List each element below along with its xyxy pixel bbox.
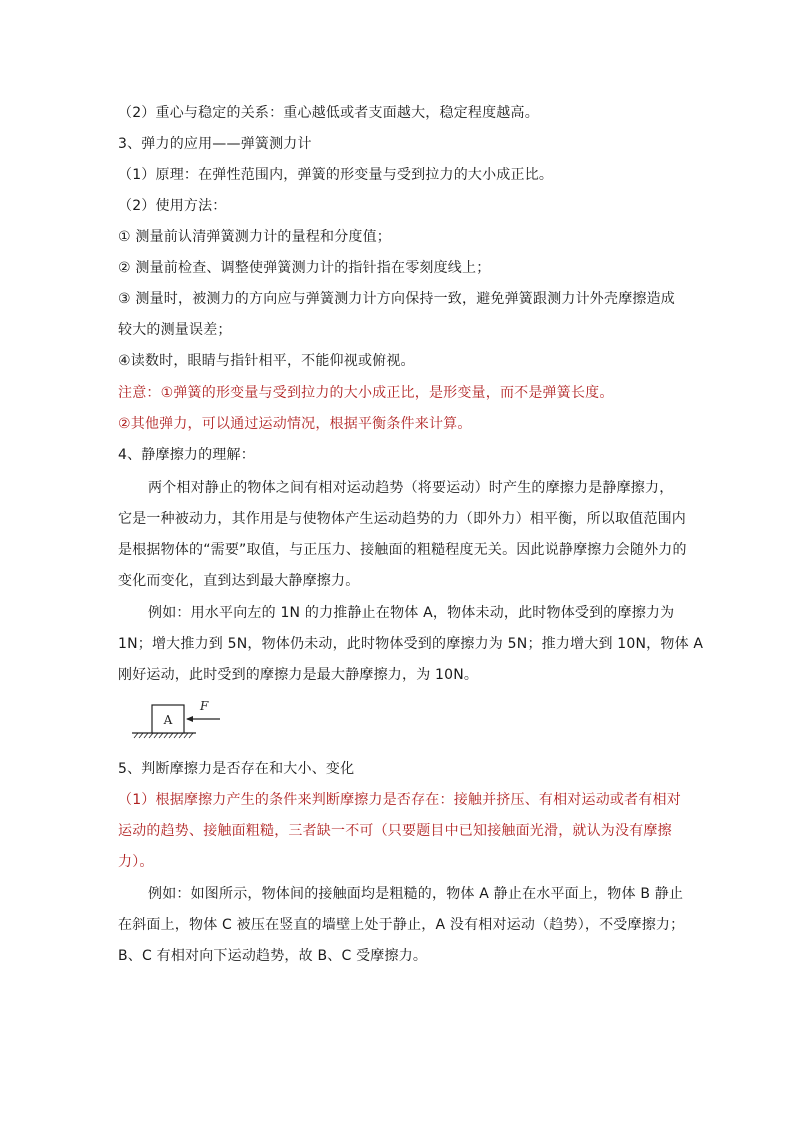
ground-hatching [134,733,193,738]
paragraph-line: 它是一种被动力，其作用是与使物体产生运动趋势的力（即外力）相平衡，所以取值范围内 [118,511,686,527]
paragraph-line: 两个相对静止的物体之间有相对运动趋势（将要运动）时产生的摩擦力是静摩擦力， [148,480,674,496]
list-item-continued: 较大的测量误差； [118,322,232,338]
note-line: 运动的趋势、接触面粗糙，三者缺一不可（只要题目中已知接触面光滑，就认为没有摩擦 [118,823,672,839]
force-label: F [200,700,209,713]
text-line: （1）原理：在弹性范围内，弹簧的形变量与受到拉力的大小成正比。 [118,167,554,183]
paragraph-line: 变化而变化，直到达到最大静摩擦力。 [118,573,360,589]
example-line: 例如：如图所示，物体间的接触面均是粗糙的，物体 A 静止在水平面上，物体 B 静止 [148,886,684,902]
example-line: B、C 有相对向下运动趋势，故 B、C 受摩擦力。 [118,948,428,964]
text-line: （2）重心与稳定的关系：重心越低或者支面越大，稳定程度越高。 [118,105,539,121]
example-line: 例如：用水平向左的 1N 的力推静止在物体 A，物体未动，此时物体受到的摩擦力为 [148,605,675,621]
list-item: ③ 测量时，被测力的方向应与弹簧测力计方向保持一致，避免弹簧跟测力计外壳摩擦造成 [118,291,675,307]
section-heading: 3、弹力的应用——弹簧测力计 [118,136,312,152]
force-diagram [130,700,230,746]
note-line: 力）。 [118,854,154,870]
note-line: ②其他弹力，可以通过运动情况，根据平衡条件来计算。 [118,416,472,432]
section-heading: 4、静摩擦力的理解： [118,447,255,463]
note-line: 注意：①弹簧的形变量与受到拉力的大小成正比，是形变量，而不是弹簧长度。 [118,385,614,401]
example-line: 在斜面上，物体 C 被压在竖直的墙壁上处于静止，A 没有相对运动（趋势），不受摩擦力； [118,917,685,933]
paragraph-line: 是根据物体的“需要”取值，与正压力、接触面的粗糙程度无关。因此说静摩擦力会随外力的 [118,542,687,558]
text-line: （2）使用方法： [118,198,227,214]
list-item: ① 测量前认清弹簧测力计的量程和分度值； [118,229,391,245]
list-item: ② 测量前检查、调整使弹簧测力计的指针指在零刻度线上； [118,260,491,276]
example-line: 1N；增大推力到 5N，物体仍未动，此时物体受到的摩擦力为 5N；推力增大到 10N，物体 A [118,636,704,652]
example-line: 刚好运动，此时受到的摩擦力是最大静摩擦力，为 10N。 [118,667,479,683]
list-item: ④读数时，眼睛与指针相平，不能仰视或俯视。 [118,353,415,369]
note-line: （1）根据摩擦力产生的条件来判断摩擦力是否存在：接触并挤压、有相对运动或者有相对 [118,792,681,808]
force-arrowhead [186,716,193,722]
section-heading: 5、判断摩擦力是否存在和大小、变化 [118,761,355,777]
block-a-label: A [163,713,173,727]
